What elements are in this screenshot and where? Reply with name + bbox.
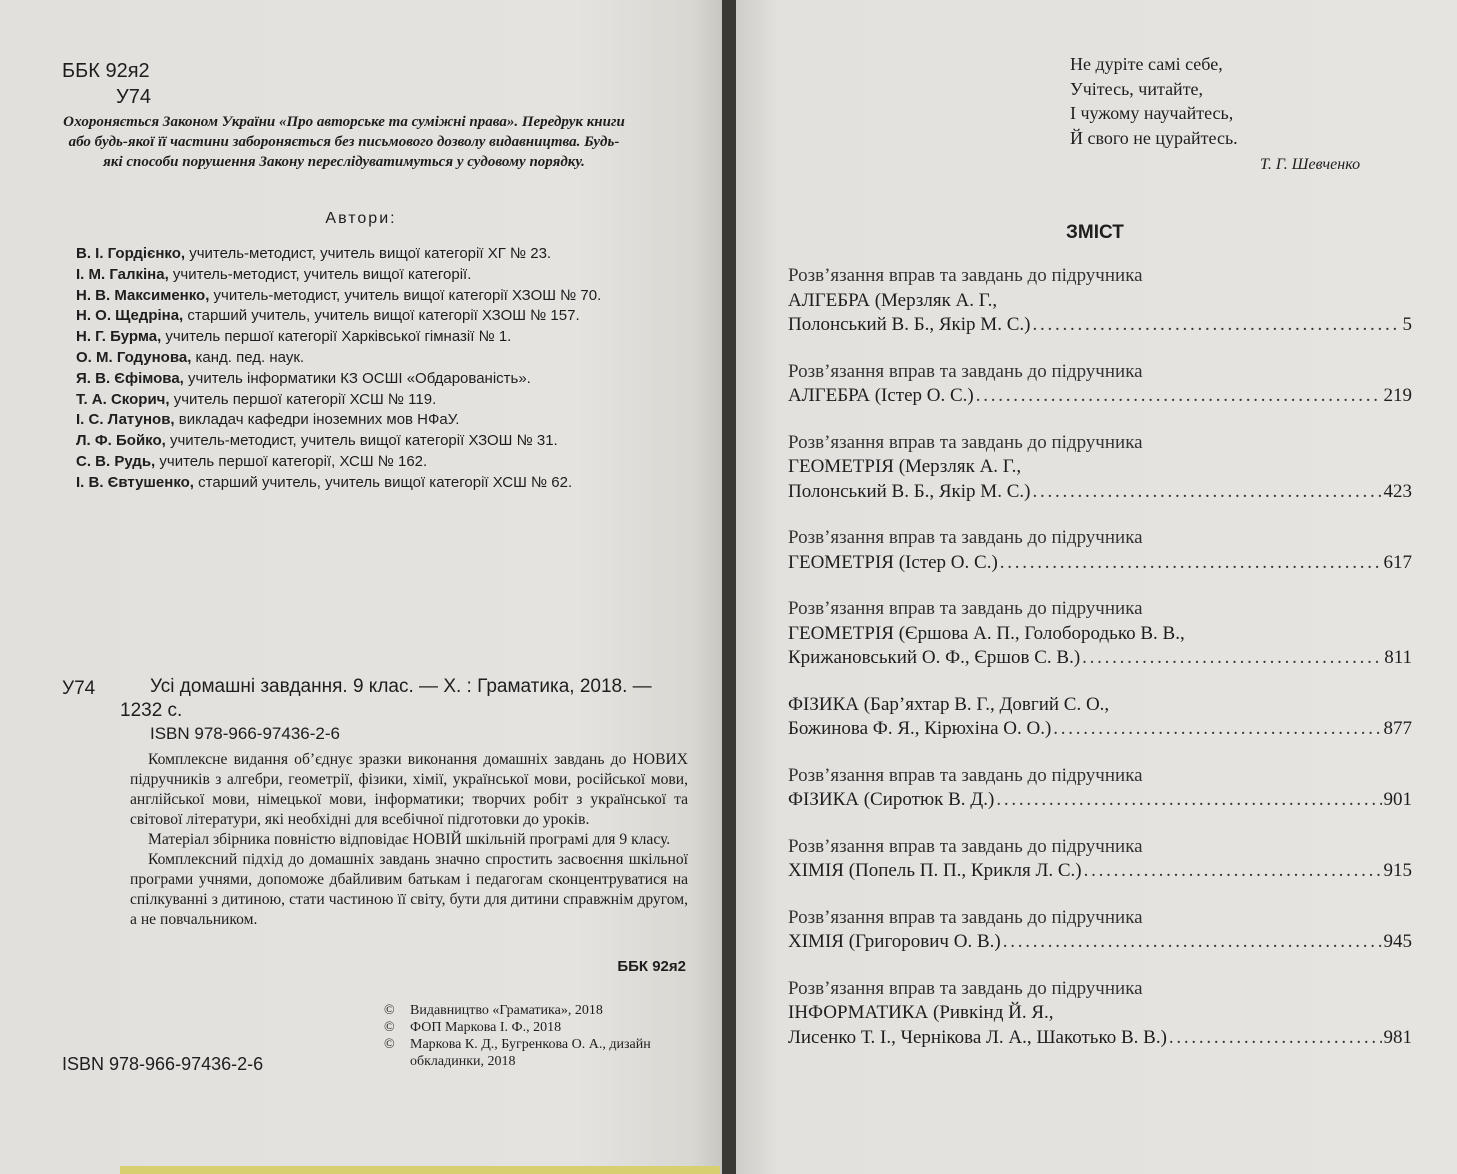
toc-entry-line: Полонський В. Б., Якір М. С.) . . . 423 [788,480,1412,505]
toc-entry-line: ГЕОМЕТРІЯ (Істер О. С.) . . . 617 [788,551,1412,576]
toc-page-number: 423 [1383,480,1412,502]
copyright-line: © Видавництво «Граматика», 2018 [384,1003,603,1018]
author-item [76,369,601,390]
author-name: Н. О. Щедріна, [76,307,184,325]
author-item [76,244,601,265]
toc-entry-line: ХІМІЯ (Григорович О. В.) . . . 945 [788,930,1412,955]
author-code: У74 [116,86,151,108]
toc-entry-intro: Розв’язання вправ та завдань до підручника [788,906,1143,928]
copyright-icon: © [384,1037,395,1052]
isbn-bottom: ISBN 978-966-97436-2-6 [62,1054,264,1074]
author-item [76,306,601,327]
toc-entry-intro: Розв’язання вправ та завдань до підручника [788,265,1143,286]
author-role: старший учитель, учитель вищої категорії ХСШ № 62. [193,473,573,491]
table-of-contents [788,264,1412,1072]
catalog-bbk: ББК 92я2 [617,958,686,975]
toc-leader-dots [976,384,1382,409]
author-item [76,348,601,369]
toc-leader-dots [1032,313,1400,338]
toc-entry[interactable] [788,360,1412,409]
author-item [76,327,601,348]
toc-entry-intro: Розв’язання вправ та завдань до підручника [788,977,1143,999]
toc-leader-dots [996,788,1381,813]
toc-entry[interactable] [788,431,1412,505]
toc-entry-line: ХІМІЯ (Попель П. П., Крикля Л. С.) . . . 915 [788,859,1412,884]
toc-entry[interactable] [788,906,1412,955]
author-item [76,452,601,473]
author-role: учитель-методист, учитель вищої категорії ХГ № 23. [185,245,552,262]
copyright-block [384,1002,694,1070]
toc-leader-dots [1000,551,1382,576]
annotation [130,750,688,930]
catalog-pages: 1232 с. [120,700,183,721]
author-role: учитель першої категорії Харківської гімназії № 1. [161,328,512,346]
author-item [76,390,601,411]
toc-page-number: 901 [1383,789,1412,810]
author-item [76,473,601,494]
toc-entry[interactable] [788,977,1412,1051]
toc-page-number: 5 [1402,314,1412,335]
toc-leader-dots [1053,717,1381,742]
toc-page-number: 945 [1383,931,1412,952]
toc-entry-line: АЛГЕБРА (Мерзляк А. Г., [788,289,998,311]
author-item [76,286,601,307]
author-item [76,410,601,431]
epigraph: Не дуріте самі себе, Учітесь, читайте, І чужому научайтесь, Й свого не цурайтесь. [1070,54,1238,148]
toc-page-number: 915 [1383,860,1412,881]
author-name: Я. В. Єфімова, [76,369,184,387]
annotation-paragraph: Комплексний підхід до домашніх завдань значно спростить засвоєння шкільної програми учнями, допоможе дбайливим батькам і педагогам сконцентруватися на спілкуванні з дитиною, стати частиною її світу, бути для дитини справжнім другом, а не повчальником. [130,851,688,928]
author-role: учитель першої категорії ХСШ № 119. [169,390,437,408]
author-role: учитель-методист, учитель вищої категорії ХЗОШ № 70. [209,286,602,304]
catalog-code: У74 [62,678,96,699]
toc-leader-dots [1082,646,1382,671]
author-name: Т. А. Скорич, [76,390,170,408]
authors-list [76,244,601,494]
author-name: Л. Ф. Бойко, [76,432,166,450]
author-role: учитель інформатики КЗ ОСШІ «Обдарованість». [183,369,531,387]
author-role: учитель-методист, учитель вищої категорії ХЗОШ № 31. [165,432,558,450]
toc-leader-dots [1032,480,1381,505]
author-item [76,431,601,452]
toc-entry-intro: Розв’язання вправ та завдань до підручника [788,527,1143,548]
toc-entry-line: Божинова Ф. Я., Кірюхіна О. О.) . . . 877 [788,717,1412,742]
toc-entry-line: Лисенко Т. І., Чернікова Л. А., Шакотько В. В.) . . . 981 [788,1026,1412,1051]
author-role: учитель-методист, учитель вищої категорії. [168,265,472,283]
toc-entry[interactable] [788,264,1412,338]
author-role: учитель першої категорії, ХСШ № 162. [155,452,428,470]
author-name: І. М. Галкіна, [76,265,169,283]
author-role: викладач кафедри іноземних мов НФаУ. [174,411,460,429]
catalog-title: Усі домашні завдання. 9 клас. — Х. : Граматика, 2018. — [150,676,652,697]
author-name: В. І. Гордієнко, [76,245,186,262]
author-role: старший учитель, учитель вищої категорії ХЗОШ № 157. [183,307,580,325]
author-name: Н. Г. Бурма, [76,328,162,346]
copyright-line: © Маркова К. Д., Бугренкова О. А., дизайн обкладинки, 2018 [384,1037,651,1069]
toc-page-number: 981 [1383,1026,1412,1048]
toc-entry-line: ГЕОМЕТРІЯ (Мерзляк А. Г., [788,456,1022,477]
toc-entry[interactable] [788,597,1412,671]
toc-entry-intro: Розв’язання вправ та завдань до підручника [788,431,1143,453]
toc-entry-intro: Розв’язання вправ та завдань до підручника [788,598,1143,619]
cover-edge [120,1166,720,1174]
author-name: І. В. Євтушенко, [76,473,194,491]
toc-page-number: 617 [1383,551,1412,573]
right-page [736,0,1457,1174]
copyright-law-notice: Охороняється Законом України «Про авторське та суміжні права». Передрук книги або будь-якої її частини забороняється без письмового дозволу видавництва. Будь-які способи порушення Закону переслідуватимуться у судовому порядку. [63,114,625,170]
toc-entry-intro: Розв’язання вправ та завдань до підручника [788,360,1143,382]
toc-entry[interactable] [788,835,1412,884]
author-item [76,265,601,286]
catalog-isbn: ISBN 978-966-97436-2-6 [150,724,340,743]
toc-entry-line: ІНФОРМАТИКА (Ривкінд Й. Я., [788,1002,1054,1023]
bbk-index: ББК 92я2 [62,60,150,82]
toc-leader-dots [1169,1026,1382,1051]
toc-entry-intro: Розв’язання вправ та завдань до підручника [788,764,1143,786]
author-name: С. В. Рудь, [76,452,156,470]
toc-page-number: 877 [1383,718,1412,739]
epigraph-author: Т. Г. Шевченко [1260,156,1361,173]
toc-heading: ЗМІСТ [1066,222,1124,243]
toc-page-number: 811 [1384,647,1412,668]
toc-entry[interactable] [788,526,1412,575]
toc-entry[interactable] [788,693,1412,742]
author-name: О. М. Годунова, [76,348,192,366]
toc-page-number: 219 [1383,385,1412,406]
book-gutter [722,0,736,1174]
annotation-paragraph: Комплексне видання об’єднує зразки виконання домашніх завдань до НОВИХ підручників з алгебри, геометрії, фізики, хімії, української мови, російської мови, англійської мови, німецької мови, інформатики; творчих робіт з української та світової літератури, які необхідні для всебічної підготовки до уроків. [130,751,688,828]
author-name: І. С. Латунов, [76,411,175,429]
toc-entry[interactable] [788,764,1412,813]
toc-entry-line: Крижановський О. Ф., Єршов С. В.) . . . 811 [788,646,1412,671]
toc-entry-line: АЛГЕБРА (Істер О. С.) . . . 219 [788,384,1412,409]
toc-leader-dots [1003,930,1382,955]
author-name: Н. В. Максименко, [76,286,210,304]
copyright-icon: © [384,1020,395,1035]
annotation-paragraph: Матеріал збірника повністю відповідає НОВІЙ шкільній програмі для 9 класу. [148,831,671,848]
copyright-line: © ФОП Маркова І. Ф., 2018 [384,1020,562,1035]
author-role: канд. пед. наук. [191,348,305,366]
authors-heading: Автори: [325,210,397,227]
left-page [0,0,722,1174]
toc-entry-intro: Розв’язання вправ та завдань до підручника [788,835,1143,857]
toc-entry-line: Полонський В. Б., Якір М. С.) . . . 5 [788,313,1412,338]
toc-entry-line: ФІЗИКА (Бар’яхтар В. Г., Довгий С. О., [788,693,1110,715]
toc-entry-line: ГЕОМЕТРІЯ (Єршова А. П., Голобородько В. В., [788,622,1185,644]
toc-entry-line: ФІЗИКА (Сиротюк В. Д.) . . . 901 [788,788,1412,813]
toc-leader-dots [1084,859,1382,884]
copyright-icon: © [384,1003,395,1018]
